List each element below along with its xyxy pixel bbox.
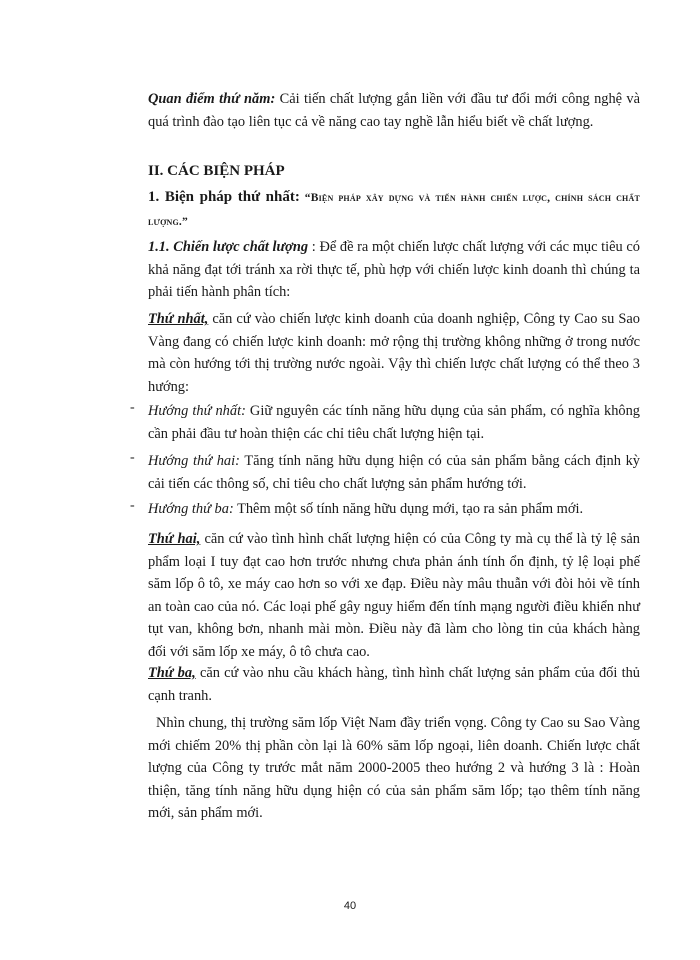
bullet-direction-three: - — [130, 498, 135, 513]
strategy-lead: 1.1. Chiến lược chất lượng — [148, 239, 309, 255]
direction-two-text: Tăng tính năng hữu dụng hiện có của sản phẩm bằng cách định kỳ cải tiến các thông số, chỉ tiêu cho chất lượng sản phẩm hướng tới. — [148, 453, 641, 492]
viewpoint-five-lead: Quan điểm thứ năm: — [148, 91, 276, 107]
section-heading — [148, 160, 640, 183]
third-lead: Thứ ba, — [148, 665, 196, 681]
viewpoint-five-text: Cải tiến chất lượng gắn liền với đầu tư đổi mới công nghệ và quá trình đào tạo liên tục cả về năng cao tay nghề lẫn hiểu biết về chất lượng. — [148, 91, 640, 130]
direction-three-text: Thêm một số tính năng hữu dụng mới, tạo ra sản phẩm mới. — [233, 501, 584, 517]
measure-one-title: “Biện pháp xây dựng và tiến hành chiến lược, chính sách chất lượng.” — [148, 192, 640, 228]
list-item-direction-one — [148, 400, 640, 445]
first-lead: Thứ nhất, — [148, 311, 209, 327]
paragraph-strategy — [148, 236, 640, 304]
third-text: căn cứ vào nhu cầu khách hàng, tình hình chất lượng sản phẩm của đối thủ cạnh tranh. — [148, 665, 640, 704]
measure-one-lead: 1. Biện pháp thứ nhất: — [148, 189, 300, 205]
strategy-text: : Để đề ra một chiến lược chất lượng với các mục tiêu có khả năng đạt tới tránh xa rời thực tế, phù hợp với chiến lược kinh doanh thì chúng ta phải tiến hành phân tích: — [148, 239, 641, 300]
list-item-direction-three — [148, 498, 640, 521]
paragraph-viewpoint-five — [148, 88, 640, 133]
section-heading-text: II. CÁC BIỆN PHÁP — [148, 163, 285, 179]
paragraph-conclusion — [148, 712, 640, 825]
second-text: căn cứ vào tình hình chất lượng hiện có của Công ty mà cụ thể là tỷ lệ sản phẩm loại I tuy đạt cao hơn trước nhưng chưa phản ánh tính ổn định, tỷ lệ loại phế săm lốp ô tô, xe máy cao hơn so với xe đạp. Điều này mâu thuẫn với đòi hỏi về tính an toàn cao của nó. Các loại phế gây nguy hiểm đến tính mạng người điều khiển như tụt van, không bơn, nhanh mài mòn. Điều này đã làm cho lòng tin của khách hàng đối với săm lốp xe máy, ô tô chưa cao. — [148, 531, 640, 660]
bullet-direction-one: - — [130, 400, 135, 415]
direction-three-lead: Hướng thứ ba: — [148, 501, 234, 517]
bullet-direction-two: - — [130, 450, 135, 465]
conclusion-text: Nhìn chung, thị trường săm lốp Việt Nam đầy triển vọng. Công ty Cao su Sao Vàng mới chiếm 20% thị phần còn lại là 60% săm lốp ngoại, liên doanh. Chiến lược chất lượng của Công ty trước mắt năm 2000-2005 theo hướng 2 và hướng 3 là : Hoàn thiện, tăng tính năng hữu dụng hiện có của sản phẩm săm lốp; tạo thêm tính năng mới, sản phẩm mới. — [148, 715, 640, 821]
second-lead: Thứ hai, — [148, 531, 201, 547]
first-text: căn cứ vào chiến lược kinh doanh của doanh nghiệp, Công ty Cao su Sao Vàng đang có chiến lược kinh doanh: mở rộng thị trường không những ở trong nước mà còn hướng tới thị trường nước ngoài. Vậy thì chiến lược chất lượng có thể theo 3 hướng: — [148, 311, 640, 395]
page-number: 40 — [343, 900, 357, 912]
direction-one-text: Giữ nguyên các tính năng hữu dụng của sản phẩm, có nghĩa không cần phải đầu tư hoàn thiện các chỉ tiêu chất lượng hiện tại. — [148, 403, 640, 442]
paragraph-first — [148, 308, 640, 398]
paragraph-third — [148, 662, 640, 707]
paragraph-second — [148, 528, 640, 663]
measure-one-heading — [148, 186, 640, 233]
direction-two-lead: Hướng thứ hai: — [148, 453, 240, 469]
list-item-direction-two — [148, 450, 640, 495]
direction-one-lead: Hướng thứ nhất: — [148, 403, 246, 419]
